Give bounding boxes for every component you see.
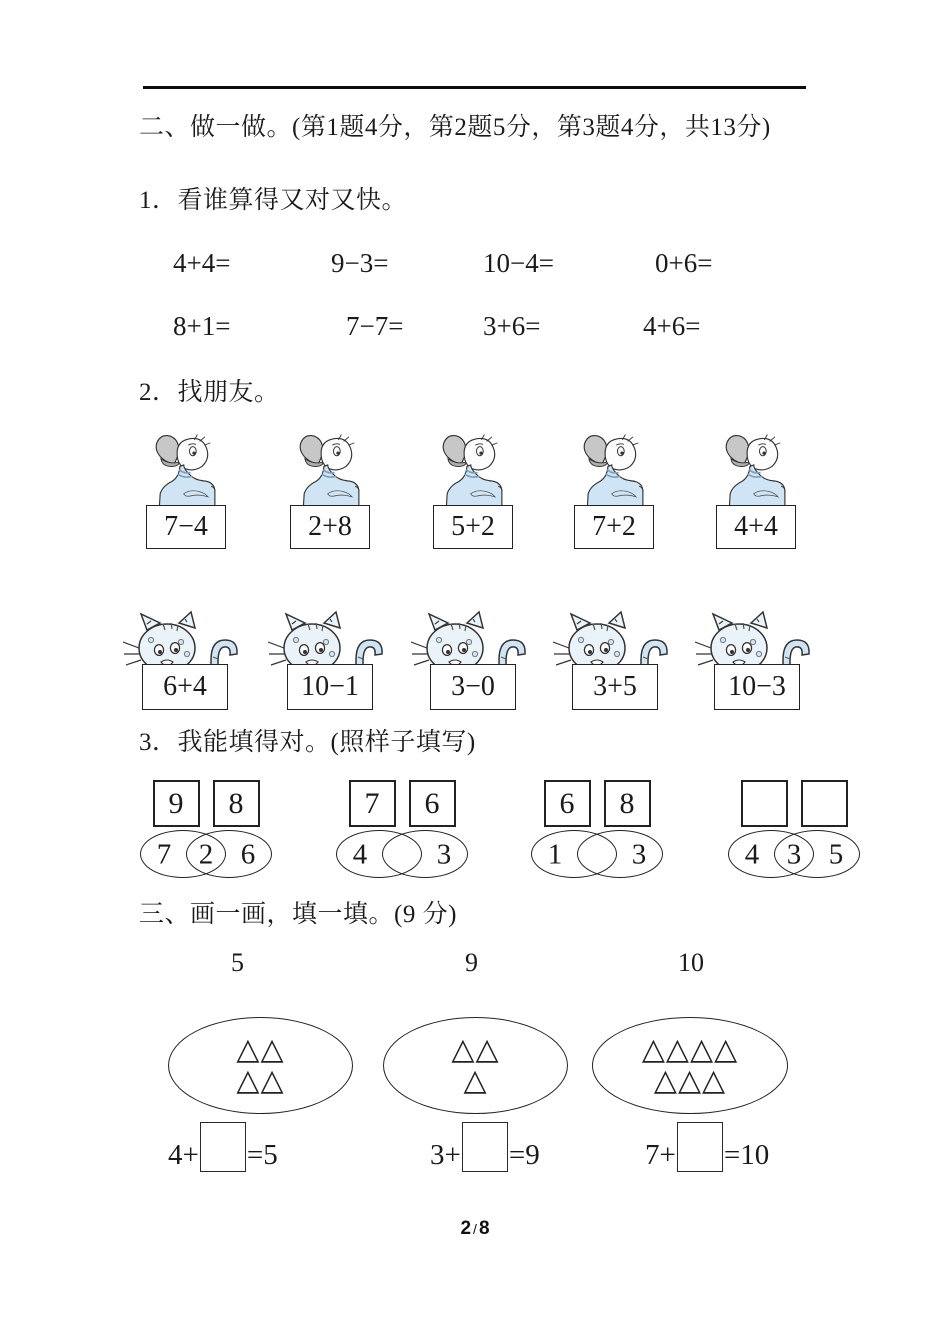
bond-number: 2 [198, 838, 214, 871]
triangle-shape: △ [236, 1062, 261, 1098]
triangle-shape: △ [653, 1062, 678, 1098]
section-three-heading: 三、画一画，填一填。(9 分) [139, 901, 457, 928]
expression-box: 5+2 [433, 505, 513, 549]
bond-square: 7 [349, 780, 396, 827]
answer-box [462, 1122, 508, 1172]
target-number: 10 [678, 948, 704, 977]
fill-equation [645, 1130, 769, 1180]
triangle-shape: △ [714, 1031, 739, 1067]
triangle-oval [383, 1017, 568, 1114]
duck-icon [134, 433, 238, 509]
bond-number: 5 [828, 838, 844, 871]
bond-square: 6 [409, 780, 456, 827]
answer-box [677, 1122, 723, 1172]
triangle-shape: △ [236, 1031, 261, 1067]
arithmetic-problem: 0+6= [655, 248, 713, 278]
bond-square [801, 780, 848, 827]
target-number: 5 [231, 948, 244, 977]
expression-box: 4+4 [716, 505, 796, 549]
arithmetic-problem: 4+6= [643, 311, 701, 341]
expression-box: 10−3 [714, 664, 800, 710]
equation-right: =5 [246, 1138, 278, 1171]
arithmetic-problem: 7−7= [346, 311, 404, 341]
bond-square: 8 [213, 780, 260, 827]
page-number [0, 1218, 950, 1240]
duck-icon [562, 433, 666, 509]
bond-square [741, 780, 788, 827]
arithmetic-problem: 9−3= [331, 248, 389, 278]
equation-left: 3+ [430, 1138, 461, 1171]
fill-equation [168, 1130, 278, 1180]
bond-ellipse [382, 830, 468, 878]
number-bond-group [531, 780, 663, 879]
bond-square: 8 [604, 780, 651, 827]
target-number: 9 [465, 948, 478, 977]
page-number-current: 2 [460, 1218, 472, 1239]
expression-box: 7+2 [574, 505, 654, 549]
question-1-title: 1．看谁算得又对又快。 [139, 187, 408, 214]
triangle-shape: △ [451, 1031, 476, 1067]
duck-card [128, 433, 244, 549]
arithmetic-problem: 10−4= [483, 248, 554, 278]
page-number-total: 8 [478, 1218, 490, 1239]
expression-box: 6+4 [142, 664, 228, 710]
duck-icon [704, 433, 808, 509]
equation-right: =9 [508, 1138, 540, 1171]
triangle-row [236, 1062, 285, 1098]
expression-box: 3+5 [572, 664, 658, 710]
bond-number: 3 [631, 838, 647, 871]
bond-number: 4 [744, 838, 760, 871]
triangle-shape: △ [463, 1062, 488, 1098]
cat-card [407, 610, 539, 710]
triangle-shape: △ [260, 1062, 285, 1098]
arithmetic-problem: 8+1= [173, 311, 231, 341]
bond-square: 9 [153, 780, 200, 827]
triangle-shape: △ [677, 1062, 703, 1098]
divider-line [143, 86, 806, 89]
duck-icon [421, 433, 525, 509]
triangle-oval [168, 1017, 353, 1114]
equation-left: 4+ [168, 1138, 199, 1171]
triangle-shape: △ [641, 1031, 666, 1067]
duck-card [556, 433, 672, 549]
triangle-row [463, 1062, 488, 1098]
bond-ellipse [577, 830, 663, 878]
triangle-shape: △ [665, 1031, 690, 1067]
bond-number: 6 [240, 838, 256, 871]
bond-number: 3 [786, 838, 802, 871]
cat-card [549, 610, 681, 710]
bond-number: 1 [547, 838, 563, 871]
section-two-heading: 二、做一做。(第1题4分，第2题5分，第3题4分，共13分) [139, 114, 771, 141]
bond-number: 4 [352, 838, 368, 871]
duck-card [698, 433, 814, 549]
equation-right: =10 [723, 1138, 770, 1171]
cat-card [264, 610, 396, 710]
number-bond-group [140, 780, 272, 879]
triangle-row [451, 1031, 500, 1067]
arithmetic-problem: 4+4= [173, 248, 231, 278]
expression-box: 7−4 [146, 505, 226, 549]
equation-left: 7+ [645, 1138, 676, 1171]
arithmetic-problem: 3+6= [483, 311, 541, 341]
cat-card [119, 610, 251, 710]
bond-number: 7 [156, 838, 172, 871]
question-3-title: 3．我能填得对。(照样子填写) [139, 729, 476, 756]
triangle-row [641, 1031, 739, 1067]
expression-box: 10−1 [287, 664, 373, 710]
triangle-shape: △ [260, 1031, 285, 1067]
triangle-shape: △ [475, 1031, 500, 1067]
cat-card [691, 610, 823, 710]
triangle-oval [592, 1017, 788, 1114]
expression-box: 2+8 [290, 505, 370, 549]
duck-icon [278, 433, 382, 509]
triangle-row [653, 1062, 727, 1098]
triangle-shape: △ [702, 1062, 727, 1098]
number-bond-group [728, 780, 860, 879]
number-bond-group [336, 780, 468, 879]
bond-square: 6 [544, 780, 591, 827]
bond-number: 3 [436, 838, 452, 871]
triangle-shape: △ [690, 1031, 715, 1067]
fill-equation [430, 1130, 540, 1180]
triangle-row [236, 1031, 285, 1067]
page-number-separator: / [473, 1221, 477, 1237]
expression-box: 3−0 [430, 664, 516, 710]
question-2-title: 2．找朋友。 [139, 379, 280, 406]
duck-card [272, 433, 388, 549]
duck-card [415, 433, 531, 549]
answer-box [200, 1122, 246, 1172]
